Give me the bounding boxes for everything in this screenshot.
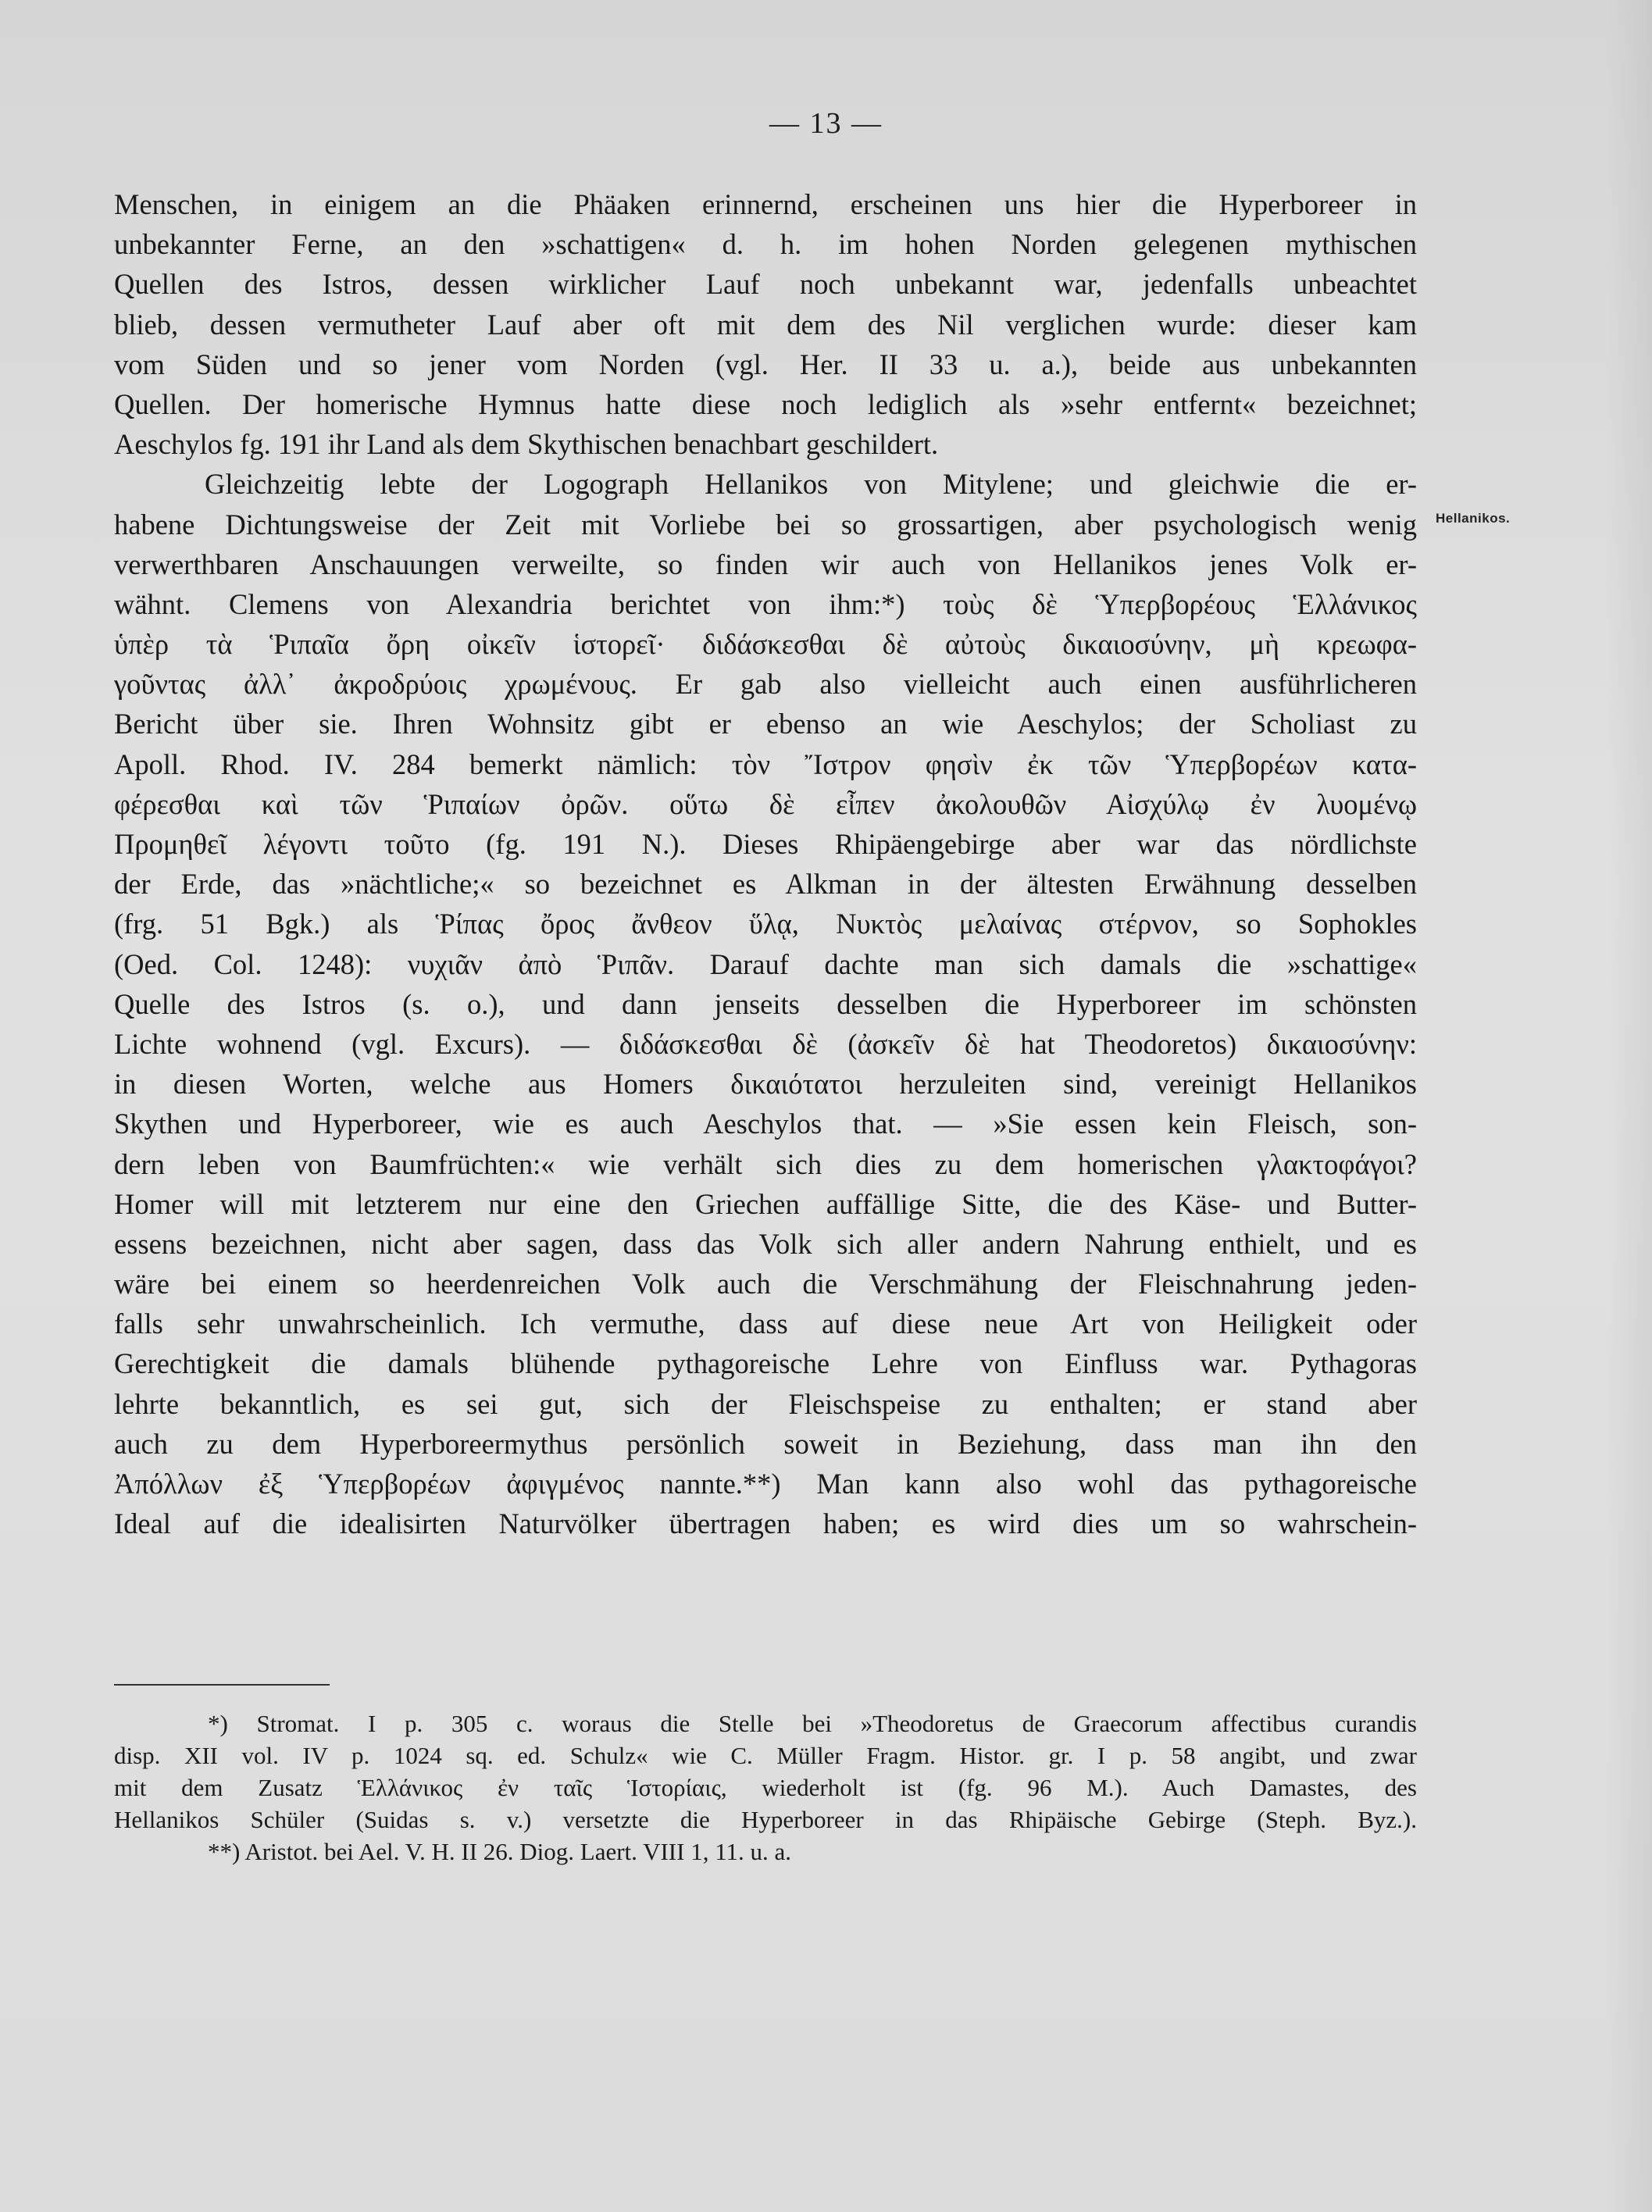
body-line: Aeschylos fg. 191 ihr Land als dem Skythischen benachbart geschildert. — [114, 428, 939, 461]
margin-note: Hellanikos. — [1436, 511, 1511, 526]
footnote-line: *) Stromat. I p. 305 c. woraus die Stelle bei »Theodoretus de Graecorum affectibus curandis — [208, 1710, 1417, 1737]
footnote-line: Hellanikos Schüler (Suidas s. v.) versetzte die Hyperboreer in das Rhipäische Gebirge (Steph. Byz.). — [114, 1806, 1417, 1833]
body-line: γοῦντας ἀλλ᾽ ἀκροδρύοις χρωμένους. Er gab also vielleicht auch einen ausführlicheren — [114, 668, 1417, 701]
body-line: φέρεσθαι καὶ τῶν Ῥιπαίων ὀρῶν. οὕτω δὲ εἶπεν ἀκολουθῶν Αἰσχύλῳ ἐν λυομένῳ — [114, 787, 1417, 820]
body-line: habene Dichtungsweise der Zeit mit Vorliebe bei so grossartigen, aber psychologisch wenig — [114, 508, 1417, 541]
footnote-divider — [114, 1684, 330, 1686]
body-line: Ἀπόλλων ἐξ Ὑπερβορέων ἀφιγμένος nannte.**) Man kann also wohl das pythagoreische — [114, 1468, 1417, 1500]
body-line: Προμηθεῖ λέγοντι τοῦτο (fg. 191 N.). Dieses Rhipäengebirge aber war das nördlichste — [114, 828, 1417, 860]
page-number: — 13 — — [769, 107, 883, 140]
body-line: in diesen Worten, welche aus Homers δικαιότατοι herzuleiten sind, vereinigt Hellanikos — [114, 1068, 1417, 1101]
body-line: Gleichzeitig lebte der Logograph Hellanikos von Mitylene; und gleichwie die er- — [205, 468, 1417, 501]
body-line: Gerechtigkeit die damals blühende pythagoreische Lehre von Einfluss war. Pythagoras — [114, 1347, 1417, 1380]
page-edge-shadow — [1605, 0, 1652, 2212]
body-line: blieb, dessen vermutheter Lauf aber oft mit dem des Nil verglichen wurde: dieser kam — [114, 308, 1417, 341]
body-line: Bericht über sie. Ihren Wohnsitz gibt er ebenso an wie Aeschylos; der Scholiast zu — [114, 708, 1417, 740]
body-line: Quellen des Istros, dessen wirklicher Lauf noch unbekannt war, jedenfalls unbeachtet — [114, 268, 1417, 301]
body-line: falls sehr unwahrscheinlich. Ich vermuthe, dass auf diese neue Art von Heiligkeit oder — [114, 1308, 1417, 1340]
body-text — [114, 184, 1417, 1543]
body-line: wäre bei einem so heerdenreichen Volk auch die Verschmähung der Fleischnahrung jeden- — [114, 1268, 1417, 1300]
body-line: Ideal auf die idealisirten Naturvölker übertragen haben; es wird dies um so wahrschein- — [114, 1507, 1417, 1540]
body-line: der Erde, das »nächtliche;« so bezeichnet es Alkman in der ältesten Erwähnung desselben — [114, 868, 1417, 901]
body-line: ὑπὲρ τὰ Ῥιπαῖα ὄρη οἰκεῖν ἱστορεῖ· διδάσκεσθαι δὲ αὐτοὺς δικαιοσύνην, μὴ κρεωφα- — [114, 628, 1417, 661]
body-line: wähnt. Clemens von Alexandria berichtet von ihm:*) τοὺς δὲ Ὑπερβορέους Ἑλλάνικος — [114, 587, 1417, 620]
footnote-line: mit dem Zusatz Ἑλλάνικος ἐν ταῖς Ἱστορίαις, wiederholt ist (fg. 96 M.). Auch Damastes, des — [114, 1774, 1417, 1801]
body-line: verwerthbaren Anschauungen verweilte, so finden wir auch von Hellanikos jenes Volk er- — [114, 548, 1417, 580]
body-line: unbekannter Ferne, an den »schattigen« d. h. im hohen Norden gelegenen mythischen — [114, 228, 1417, 261]
body-line: vom Süden und so jener vom Norden (vgl. Her. II 33 u. a.), beide aus unbekannten — [114, 348, 1417, 380]
footnote-line: **) Aristot. bei Ael. V. H. II 26. Diog. Laert. VIII 1, 11. u. a. — [208, 1838, 792, 1865]
body-line: Quelle des Istros (s. o.), und dann jenseits desselben die Hyperboreer im schönsten — [114, 987, 1417, 1020]
body-line: Skythen und Hyperboreer, wie es auch Aeschylos that. — »Sie essen kein Fleisch, son- — [114, 1108, 1417, 1140]
body-line: dern leben von Baumfrüchten:« wie verhält sich dies zu dem homerischen γλακτοφάγοι? — [114, 1147, 1417, 1180]
footnotes — [114, 1707, 1417, 1868]
body-line: (frg. 51 Bgk.) als Ῥίπας ὄρος ἄνθεον ὕλᾳ, Νυκτὸς μελαίνας στέρνον, so Sophokles — [114, 908, 1417, 940]
body-line: Apoll. Rhod. IV. 284 bemerkt nämlich: τὸν Ἴστρον φησὶν ἐκ τῶν Ὑπερβορέων κατα- — [114, 747, 1417, 780]
footnote-line: disp. XII vol. IV p. 1024 sq. ed. Schulz« wie C. Müller Fragm. Histor. gr. I p. 58 angibt, und zwar — [114, 1742, 1417, 1769]
body-line: Lichte wohnend (vgl. Excurs). — διδάσκεσθαι δὲ (ἀσκεῖν δὲ hat Theodoretos) δικαιοσύνην: — [114, 1027, 1417, 1060]
body-line: auch zu dem Hyperboreermythus persönlich soweit in Beziehung, dass man ihn den — [114, 1427, 1417, 1460]
body-line: Homer will mit letzterem nur eine den Griechen auffällige Sitte, die des Käse- und Butter- — [114, 1187, 1417, 1220]
body-line: (Oed. Col. 1248): νυχιᾶν ἀπὸ Ῥιπᾶν. Darauf dachte man sich damals die »schattige« — [114, 947, 1417, 980]
body-line: lehrte bekanntlich, es sei gut, sich der Fleischspeise zu enthalten; er stand aber — [114, 1387, 1417, 1420]
body-line: essens bezeichnen, nicht aber sagen, dass das Volk sich aller andern Nahrung enthielt, und es — [114, 1227, 1417, 1260]
body-line: Quellen. Der homerische Hymnus hatte diese noch lediglich als »sehr entfernt« bezeichnet; — [114, 387, 1417, 420]
body-line: Menschen, in einigem an die Phäaken erinnernd, erscheinen uns hier die Hyperboreer in — [114, 188, 1417, 220]
